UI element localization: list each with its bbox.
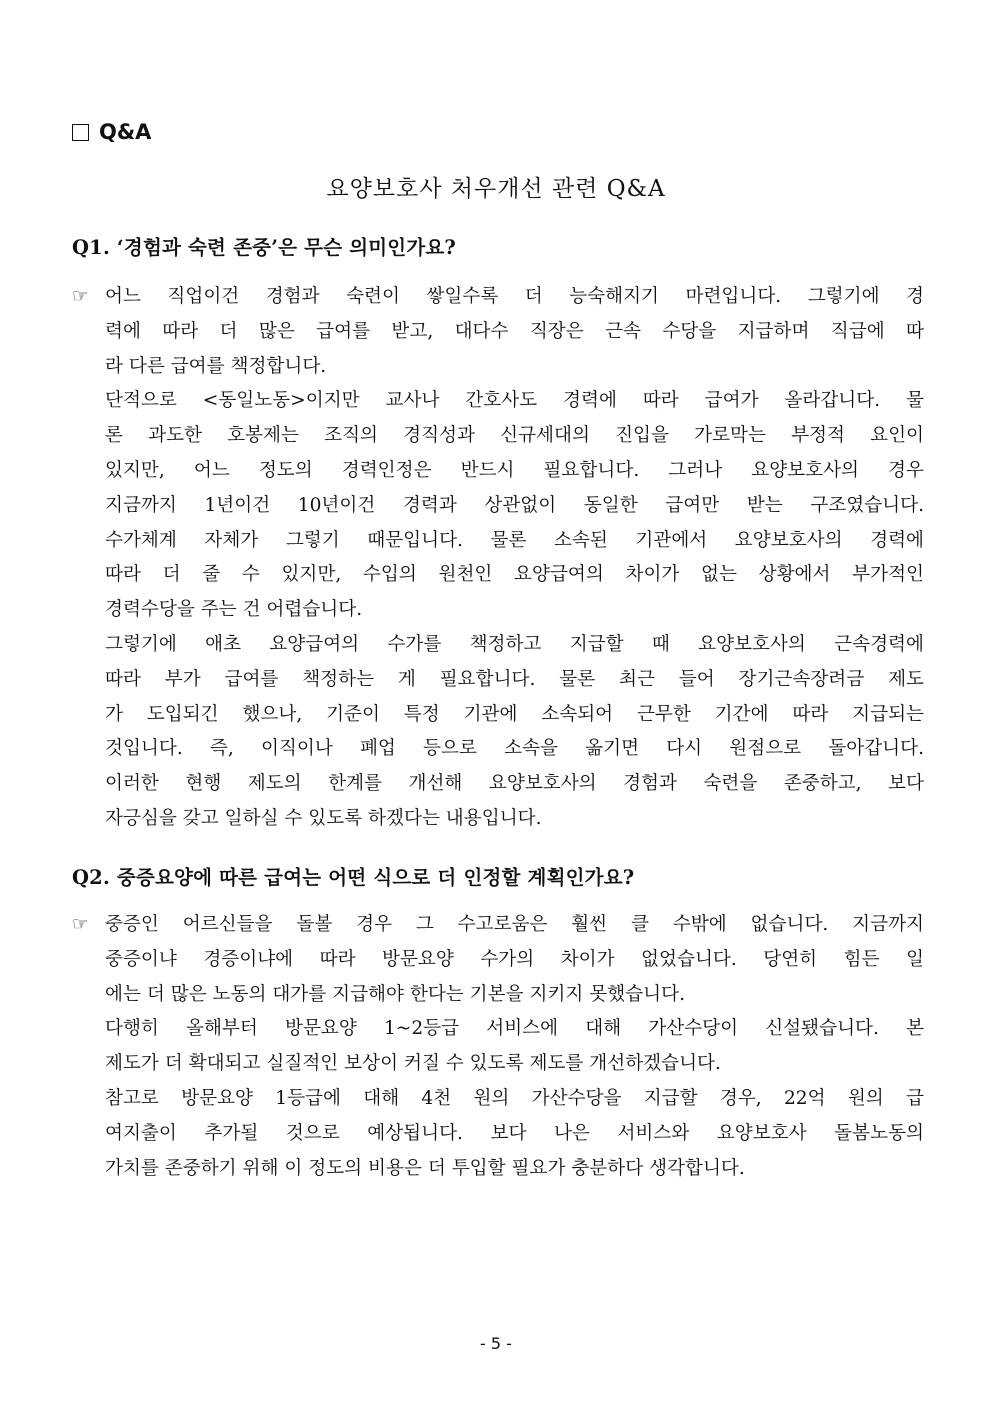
- answer-line: 따라 더 줄 수 있지만, 수입의 원천인 요양급여의 차이가 없는 상황에서 부가적인: [105, 564, 924, 586]
- answer-line: 지금까지 1년이건 10년이건 경력과 상관없이 동일한 급여만 받는 구조였습니다.: [105, 494, 924, 516]
- answer-line: 자긍심을 갖고 일하실 수 있도록 하겠다는 내용입니다.: [105, 807, 542, 829]
- question-2: Q2. 중증요양에 따른 급여는 어떤 식으로 더 인정할 계획인가요?: [72, 866, 635, 889]
- answer-line: 론 과도한 호봉제는 조직의 경직성과 신규세대의 진입을 가로막는 부정적 요인이: [105, 425, 924, 447]
- section-heading-label: Q&A: [99, 120, 152, 144]
- answer-line: 에는 더 많은 노동의 대가를 지급해야 한다는 기본을 지키지 못했습니다.: [105, 983, 685, 1005]
- pointing-hand-icon: ☞: [72, 286, 89, 307]
- pointing-hand-icon: ☞: [72, 914, 89, 935]
- answer-line: 중증이냐 경증이냐에 따라 방문요양 수가의 차이가 없었습니다. 당연히 힘든 일: [105, 948, 924, 970]
- answer-line: 가치를 존중하기 위해 이 정도의 비용은 더 투입할 필요가 충분하다 생각합니다.: [105, 1157, 745, 1179]
- question-1: Q1. ‘경험과 숙련 존중’은 무슨 의미인가요?: [72, 236, 457, 259]
- answer-line: 중증인 어르신들을 돌볼 경우 그 수고로움은 훨씬 클 수밖에 없습니다. 지금까지: [105, 914, 924, 935]
- answer-line: 참고로 방문요양 1등급에 대해 4천 원의 가산수당을 지급할 경우, 22억 원의 급: [105, 1087, 924, 1109]
- answer-line: 력에 따라 더 많은 급여를 받고, 대다수 직장은 근속 수당을 지급하며 직급에 따: [105, 320, 924, 342]
- answer-line: 가 도입되긴 했으나, 기준이 특정 기관에 소속되어 근무한 기간에 따라 지급되는: [105, 703, 924, 725]
- answer-line: 제도가 더 확대되고 실질적인 보상이 커질 수 있도록 제도를 개선하겠습니다.: [105, 1053, 721, 1075]
- answer-1: [72, 280, 924, 837]
- document-title: 요양보호사 처우개선 관련 Q&A: [326, 176, 666, 202]
- answer-2: [72, 908, 924, 1186]
- answer-line: 그렇기에 애초 요양급여의 수가를 책정하고 지급할 때 요양보호사의 근속경력에: [105, 633, 924, 655]
- answer-line: 있지만, 어느 정도의 경력인정은 반드시 필요합니다. 그러나 요양보호사의 경우: [105, 459, 924, 481]
- answer-first-row: [72, 908, 924, 943]
- answer-line: 따라 부가 급여를 책정하는 게 필요합니다. 물론 최근 들어 장기근속장려금 제도: [105, 668, 924, 690]
- answer-line: 이러한 현행 제도의 한계를 개선해 요양보호사의 경험과 숙련을 존중하고, 보다: [105, 773, 924, 795]
- checkbox-square-icon: [72, 124, 89, 141]
- page-number: - 5 -: [480, 1334, 512, 1353]
- answer-line: 라 다른 급여를 책정합니다.: [105, 355, 327, 377]
- section-heading: [72, 117, 151, 147]
- answer-first-row: [72, 280, 924, 315]
- answer-line: 여지출이 추가될 것으로 예상됩니다. 보다 나은 서비스와 요양보호사 돌봄노동의: [105, 1122, 924, 1144]
- answer-line: 것입니다. 즉, 이직이나 폐업 등으로 소속을 옮기면 다시 원점으로 돌아갑니다.: [105, 738, 924, 760]
- answer-line: 다행히 올해부터 방문요양 1~2등급 서비스에 대해 가산수당이 신설됐습니다. 본: [105, 1018, 924, 1040]
- answer-line: 수가체계 자체가 그렇기 때문입니다. 물론 소속된 기관에서 요양보호사의 경력에: [105, 529, 924, 551]
- answer-line: 경력수당을 주는 건 어렵습니다.: [105, 599, 363, 621]
- answer-line: 어느 직업이건 경험과 숙련이 쌓일수록 더 능숙해지기 마련입니다. 그렇기에 경: [105, 286, 924, 307]
- answer-line: 단적으로 <동일노동>이지만 교사나 간호사도 경력에 따라 급여가 올라갑니다. 물: [105, 390, 924, 412]
